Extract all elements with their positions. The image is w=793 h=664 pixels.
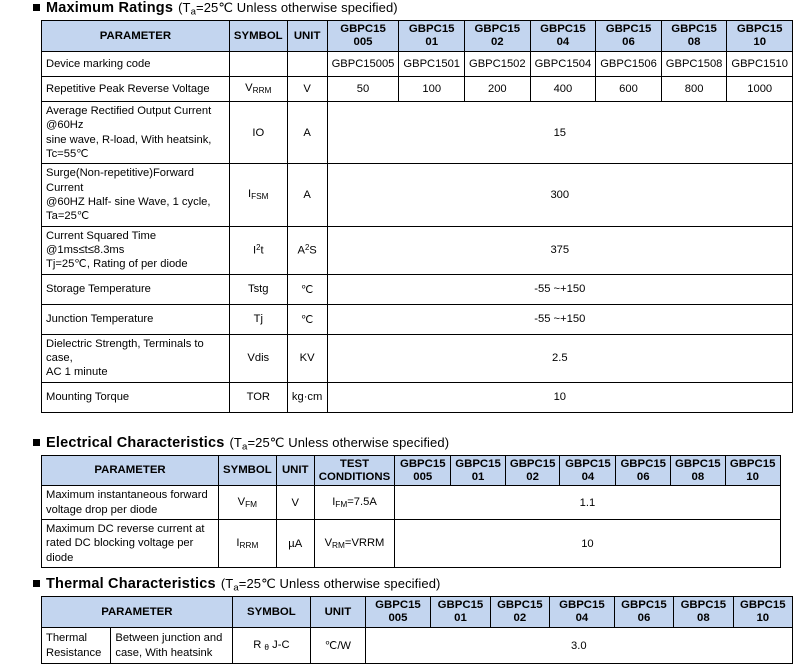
header-part-gbpc1502: GBPC15 02 <box>505 455 560 486</box>
header-part-gbpc15005: GBPC15 005 <box>395 455 451 486</box>
cell-unit: ℃ <box>287 274 327 304</box>
cell-value-merged: -55 ~+150 <box>327 304 792 334</box>
cell-value: 400 <box>530 76 596 101</box>
thermal-characteristics-table <box>41 596 793 664</box>
cell-symbol: Vdis <box>229 334 287 382</box>
header-part-gbpc1504: GBPC15 04 <box>550 597 615 628</box>
cell-unit: $A^2S$ <box>287 226 327 274</box>
section-title: Thermal Characteristics <box>46 576 216 593</box>
table-row <box>42 226 793 274</box>
cell-value: GBPC1501 <box>399 51 465 76</box>
cell-parameter: Dielectric Strength, Terminals to case, AC 1 minute <box>42 334 230 382</box>
header-part-gbpc1506: GBPC15 06 <box>596 21 662 52</box>
cell-unit: V <box>276 486 314 520</box>
table-row <box>42 76 793 101</box>
header-parameter: PARAMETER <box>42 597 233 628</box>
table-row <box>42 486 781 520</box>
cell-parameter: Repetitive Peak Reverse Voltage <box>42 76 230 101</box>
square-bullet-icon <box>33 439 40 446</box>
cell-symbol: $V_{RRM}$ <box>229 76 287 101</box>
cell-symbol <box>229 51 287 76</box>
cell-value: 100 <box>399 76 465 101</box>
cell-value: 200 <box>465 76 531 101</box>
cell-parameter: Storage Temperature <box>42 274 230 304</box>
cell-value-merged: 375 <box>327 226 792 274</box>
cell-parameter: Device marking code <box>42 51 230 76</box>
cell-unit: kg·cm <box>287 382 327 412</box>
table-row <box>42 334 793 382</box>
cell-symbol: $I_{FSM}$ <box>229 164 287 226</box>
cell-symbol: $V_{FM}$ <box>219 486 277 520</box>
section-spacer <box>0 413 793 435</box>
cell-parameter: Surge(Non-repetitive)Forward Current @60HZ Half- sine Wave, 1 cycle, Ta=25℃ <box>42 164 230 226</box>
section-condition: ($T_a=25℃$ Unless otherwise specified) <box>220 576 441 594</box>
cell-value: GBPC1506 <box>596 51 662 76</box>
cell-value-merged: 2.5 <box>327 334 792 382</box>
cell-parameter-group: Thermal Resistance <box>42 628 111 664</box>
cell-test-conditions: $V_{RM}=VRRM$ <box>314 520 395 568</box>
table-header-row <box>42 21 793 52</box>
cell-symbol: TOR <box>229 382 287 412</box>
square-bullet-icon <box>33 580 40 587</box>
header-part-gbpc1504: GBPC15 04 <box>560 455 616 486</box>
cell-symbol: $I^2t$ <box>229 226 287 274</box>
header-parameter: PARAMETER <box>42 21 230 52</box>
cell-value-merged: 10 <box>395 520 780 568</box>
header-symbol: SYMBOL <box>232 597 310 628</box>
cell-symbol: Tstg <box>229 274 287 304</box>
header-part-gbpc15005: GBPC15 005 <box>365 597 431 628</box>
header-part-gbpc1502: GBPC15 02 <box>465 21 531 52</box>
electrical-characteristics-table <box>41 455 781 568</box>
table-row <box>42 164 793 226</box>
header-part-gbpc1510: GBPC15 10 <box>725 455 780 486</box>
header-test-conditions: TEST CONDITIONS <box>314 455 395 486</box>
table-row <box>42 51 793 76</box>
cell-unit <box>287 51 327 76</box>
section-heading-maximum-ratings <box>33 0 793 17</box>
header-unit: UNIT <box>276 455 314 486</box>
section-condition: ($T_a=25℃$ Unless otherwise specified) <box>178 0 398 18</box>
cell-parameter: Mounting Torque <box>42 382 230 412</box>
cell-value: 50 <box>327 76 399 101</box>
cell-value-merged: 300 <box>327 164 792 226</box>
header-unit: UNIT <box>311 597 366 628</box>
table-row <box>42 304 793 334</box>
cell-parameter: Maximum instantaneous forward voltage drop per diode <box>42 486 219 520</box>
cell-value: 800 <box>661 76 727 101</box>
cell-value: 600 <box>596 76 662 101</box>
cell-value-merged: 15 <box>327 101 792 163</box>
cell-unit: A <box>287 164 327 226</box>
table-row <box>42 382 793 412</box>
cell-value-merged: 1.1 <box>395 486 780 520</box>
table-row <box>42 274 793 304</box>
section-heading-thermal-characteristics <box>33 576 793 593</box>
section-title: Electrical Characteristics <box>46 434 225 451</box>
table-row <box>42 628 793 664</box>
cell-parameter-detail: Between junction and case, With heatsink <box>111 628 232 664</box>
table-header-row <box>42 597 793 628</box>
square-bullet-icon <box>33 4 40 11</box>
header-part-gbpc1506: GBPC15 06 <box>616 455 671 486</box>
cell-unit: V <box>287 76 327 101</box>
cell-value: 1000 <box>727 76 793 101</box>
cell-parameter: Average Rectified Output Current @60Hz sine wave, R-load, With heatsink, Tc=55℃ <box>42 101 230 163</box>
header-part-gbpc1508: GBPC15 08 <box>661 21 727 52</box>
header-part-gbpc1506: GBPC15 06 <box>614 597 673 628</box>
cell-value: GBPC1510 <box>727 51 793 76</box>
cell-parameter: Maximum DC reverse current at rated DC blocking voltage per diode <box>42 520 219 568</box>
cell-unit: ℃/W <box>311 628 366 664</box>
cell-value: GBPC15005 <box>327 51 399 76</box>
cell-value-merged: 10 <box>327 382 792 412</box>
header-part-gbpc1501: GBPC15 01 <box>431 597 490 628</box>
header-part-gbpc1501: GBPC15 01 <box>399 21 465 52</box>
cell-value: GBPC1502 <box>465 51 531 76</box>
section-heading-electrical-characteristics <box>33 435 793 452</box>
table-row <box>42 520 781 568</box>
section-condition: ($T_a=25℃$ Unless otherwise specified) <box>229 434 450 452</box>
cell-unit: ℃ <box>287 304 327 334</box>
table-header-row <box>42 455 781 486</box>
header-unit: UNIT <box>287 21 327 52</box>
cell-symbol: IO <box>229 101 287 163</box>
cell-symbol: Tj <box>229 304 287 334</box>
header-part-gbpc1508: GBPC15 08 <box>671 455 726 486</box>
header-part-gbpc1508: GBPC15 08 <box>674 597 733 628</box>
cell-value: GBPC1504 <box>530 51 596 76</box>
header-symbol: SYMBOL <box>219 455 277 486</box>
cell-symbol: $I_{RRM}$ <box>219 520 277 568</box>
header-parameter: PARAMETER <box>42 455 219 486</box>
cell-parameter: Current Squared Time @1ms≤t≤8.3ms Tj=25℃, Rating of per diode <box>42 226 230 274</box>
header-part-gbpc1510: GBPC15 10 <box>727 21 793 52</box>
header-part-gbpc1504: GBPC15 04 <box>530 21 596 52</box>
cell-unit: µA <box>276 520 314 568</box>
header-part-gbpc1502: GBPC15 02 <box>490 597 549 628</box>
table-row <box>42 101 793 163</box>
cell-parameter: Junction Temperature <box>42 304 230 334</box>
cell-value: GBPC1508 <box>661 51 727 76</box>
section-spacer <box>0 568 793 576</box>
header-symbol: SYMBOL <box>229 21 287 52</box>
header-part-gbpc1510: GBPC15 10 <box>733 597 792 628</box>
header-part-gbpc15005: GBPC15 005 <box>327 21 399 52</box>
cell-value-merged: -55 ~+150 <box>327 274 792 304</box>
header-part-gbpc1501: GBPC15 01 <box>451 455 506 486</box>
cell-unit: A <box>287 101 327 163</box>
cell-symbol: R $_\theta$ J-C <box>232 628 310 664</box>
maximum-ratings-table <box>41 20 793 412</box>
cell-test-conditions: $I_{FM}=7.5A$ <box>314 486 395 520</box>
cell-value-merged: 3.0 <box>365 628 792 664</box>
section-title: Maximum Ratings <box>46 0 174 16</box>
cell-unit: KV <box>287 334 327 382</box>
